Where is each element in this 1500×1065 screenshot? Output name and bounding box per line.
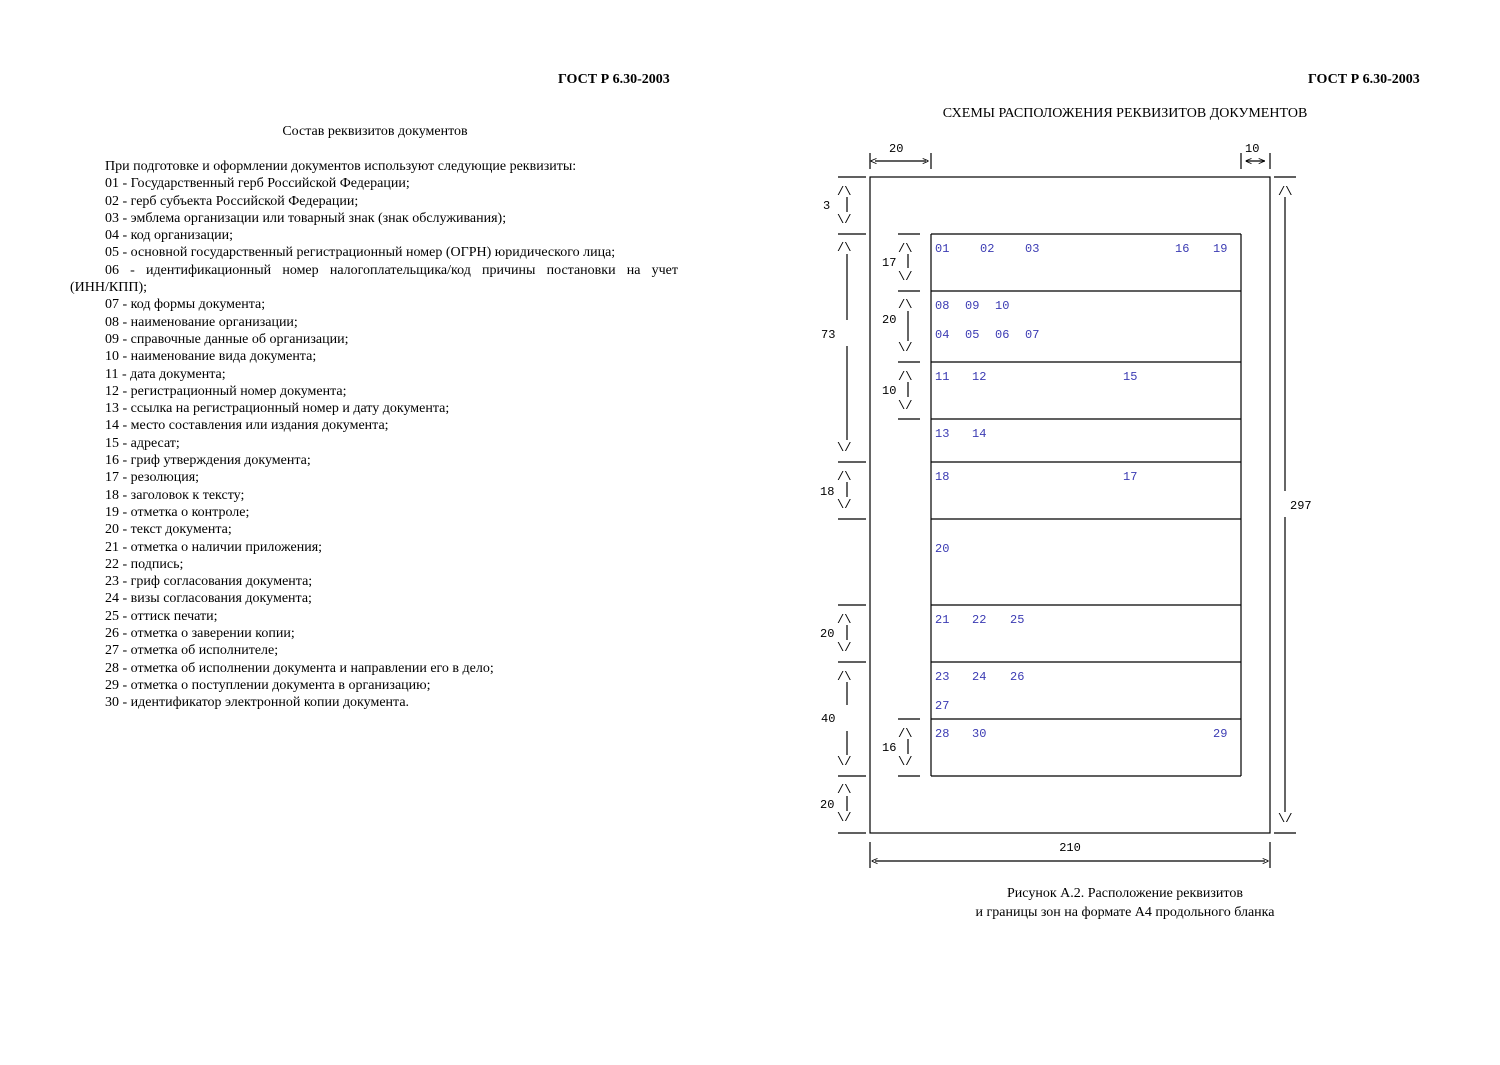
list-item: 28 - отметка об исполнении документа и направлении его в дело; [105,660,494,676]
list-item: 13 - ссылка на регистрационный номер и дату документа; [105,401,450,417]
list-item: 03 - эмблема организации или товарный знак (знак обслуживания); [105,210,507,226]
list-item: 16 - гриф утверждения документа; [105,453,311,469]
zone-label-11: 11 [935,370,950,384]
dim-arrow-right-icon: > [1262,855,1270,869]
list-item: 07 - код формы документа; [105,297,266,313]
dim-inner-16-arrow-up-icon: /\ [898,727,913,741]
dim-left-20-arrow-down-icon: \/ [837,641,852,655]
dim-inner-10: 10 [882,384,897,398]
dim-inner-16-arrow-down-icon: \/ [898,755,913,769]
list-item: 09 - справочные данные об организации; [105,331,349,347]
dim-inner-17-arrow-up-icon: /\ [898,242,913,256]
schemes-title: СХЕМЫ РАСПОЛОЖЕНИЯ РЕКВИЗИТОВ ДОКУМЕНТОВ [942,106,1308,121]
dim-arrow-right-icon: > [1258,155,1266,169]
dim-top-right: 10 [1245,142,1260,156]
zone-label-18: 18 [935,470,950,484]
caption-line-1: Рисунок А.2. Расположение реквизитов [1007,886,1243,901]
zone-label-12: 12 [972,370,987,384]
left-page [0,0,750,1060]
list-item: 24 - визы согласования документа; [105,591,312,607]
list-item: 27 - отметка об исполнителе; [105,643,279,659]
dim-left-73-arrow-down-icon: \/ [837,441,852,455]
dim-right-arrow-up-icon: /\ [1278,185,1293,199]
section-title: Состав реквизитов документов [282,124,468,139]
zone-label-10: 10 [995,299,1010,313]
dim-inner-10-arrow-down-icon: \/ [898,399,913,413]
dim-inner-20-arrow-down-icon: \/ [898,341,913,355]
list-item: 04 - код организации; [105,228,234,244]
dim-left-40: 40 [821,712,836,726]
dim-left-73: 73 [821,328,836,342]
zone-label-05: 05 [965,328,980,342]
list-item: 08 - наименование организации; [105,314,298,330]
zone-label-09: 09 [965,299,980,313]
dim-left-3-arrow-up-icon: /\ [837,185,852,199]
list-item: 01 - Государственный герб Российской Федерации; [105,176,410,192]
dim-right-arrow-down-icon: \/ [1278,812,1293,826]
zone-label-02: 02 [980,242,995,256]
sheet-outline [870,177,1270,833]
figure-caption [750,884,1500,922]
item-06-line1: 06 - идентификационный номер налогоплательщика/код причины постановки на учет [105,262,678,278]
right-page [750,0,1500,1060]
dim-left-20-arrow-down-icon: \/ [837,811,852,825]
dim-left-18: 18 [820,485,835,499]
dim-inner-16: 16 [882,741,897,755]
dim-left-20: 20 [820,627,835,641]
dim-left-3: 3 [823,199,831,213]
list-item: 11 - дата документа; [105,366,226,382]
zone-label-01: 01 [935,242,950,256]
dim-left-3-arrow-down-icon: \/ [837,213,852,227]
dim-inner-10-arrow-up-icon: /\ [898,370,913,384]
dim-arrow-left-icon: < [871,855,879,869]
list-item: 20 - текст документа; [105,522,232,538]
requisites-list [70,175,678,261]
list-item: 15 - адресат; [105,435,180,451]
dim-right: 297 [1290,499,1312,513]
zone-label-16: 16 [1175,242,1190,256]
zone-label-22: 22 [972,613,987,627]
list-item: 14 - место составления или издания документа; [105,418,389,434]
dim-left-40-arrow-down-icon: \/ [837,755,852,769]
dim-inner-17-arrow-down-icon: \/ [898,270,913,284]
dim-left-20-arrow-up-icon: /\ [837,613,852,627]
zone-label-15: 15 [1123,370,1138,384]
dim-bottom: 210 [1059,841,1081,855]
running-head: ГОСТ Р 6.30-2003 [558,72,670,87]
dim-arrow-left-icon: < [1245,155,1253,169]
list-item: 30 - идентификатор электронной копии документа. [105,695,410,711]
item-06-line2: (ИНН/КПП); [70,280,147,296]
zone-label-14: 14 [972,427,987,441]
zone-label-19: 19 [1213,242,1228,256]
dim-arrow-left-icon: < [870,155,878,169]
zone-label-23: 23 [935,670,950,684]
zone-label-21: 21 [935,613,950,627]
list-item: 25 - оттиск печати; [105,608,218,624]
caption-line-2: и границы зон на формате А4 продольного бланка [975,905,1275,920]
list-item: 05 - основной государственный регистрационный номер (ОГРН) юридического лица; [105,245,616,261]
dim-inner-20: 20 [882,313,897,327]
zone-label-07: 07 [1025,328,1040,342]
zone-label-03: 03 [1025,242,1040,256]
zone-label-28: 28 [935,727,950,741]
zone-label-27: 27 [935,699,950,713]
list-item: 19 - отметка о контроле; [105,504,250,520]
dim-left-40-arrow-up-icon: /\ [837,670,852,684]
zone-label-30: 30 [972,727,987,741]
dim-left-20: 20 [820,798,835,812]
list-item: 23 - гриф согласования документа; [105,574,313,590]
zone-label-13: 13 [935,427,950,441]
running-head-right: ГОСТ Р 6.30-2003 [1308,72,1420,87]
list-item: 21 - отметка о наличии приложения; [105,539,323,555]
zone-label-29: 29 [1213,727,1228,741]
list-item: 12 - регистрационный номер документа; [105,383,347,399]
requisites-list-continued [70,296,678,711]
dim-inner-17: 17 [882,256,897,270]
dim-left-18-arrow-down-icon: \/ [837,498,852,512]
intro-paragraph: При подготовке и оформлении документов используют следующие реквизиты: [105,159,577,174]
list-item: 17 - резолюция; [105,470,200,486]
zone-label-26: 26 [1010,670,1025,684]
list-item: 29 - отметка о поступлении документа в организацию; [105,677,431,693]
list-item: 02 - герб субъекта Российской Федерации; [105,193,359,209]
dim-left-20-arrow-up-icon: /\ [837,783,852,797]
dim-arrow-right-icon: > [922,155,930,169]
list-item: 10 - наименование вида документа; [105,349,317,365]
zone-label-04: 04 [935,328,950,342]
zone-label-08: 08 [935,299,950,313]
dim-left-73-arrow-up-icon: /\ [837,241,852,255]
dim-left-18-arrow-up-icon: /\ [837,470,852,484]
list-item: 26 - отметка о заверении копии; [105,626,295,642]
list-item: 18 - заголовок к тексту; [105,487,245,503]
zone-label-06: 06 [995,328,1010,342]
dim-inner-20-arrow-up-icon: /\ [898,298,913,312]
zone-label-17: 17 [1123,470,1138,484]
list-item: 22 - подпись; [105,556,184,572]
requisites-text [70,158,678,712]
zone-label-20: 20 [935,542,950,556]
zone-label-25: 25 [1010,613,1025,627]
dim-top-left: 20 [889,142,904,156]
zone-label-24: 24 [972,670,987,684]
